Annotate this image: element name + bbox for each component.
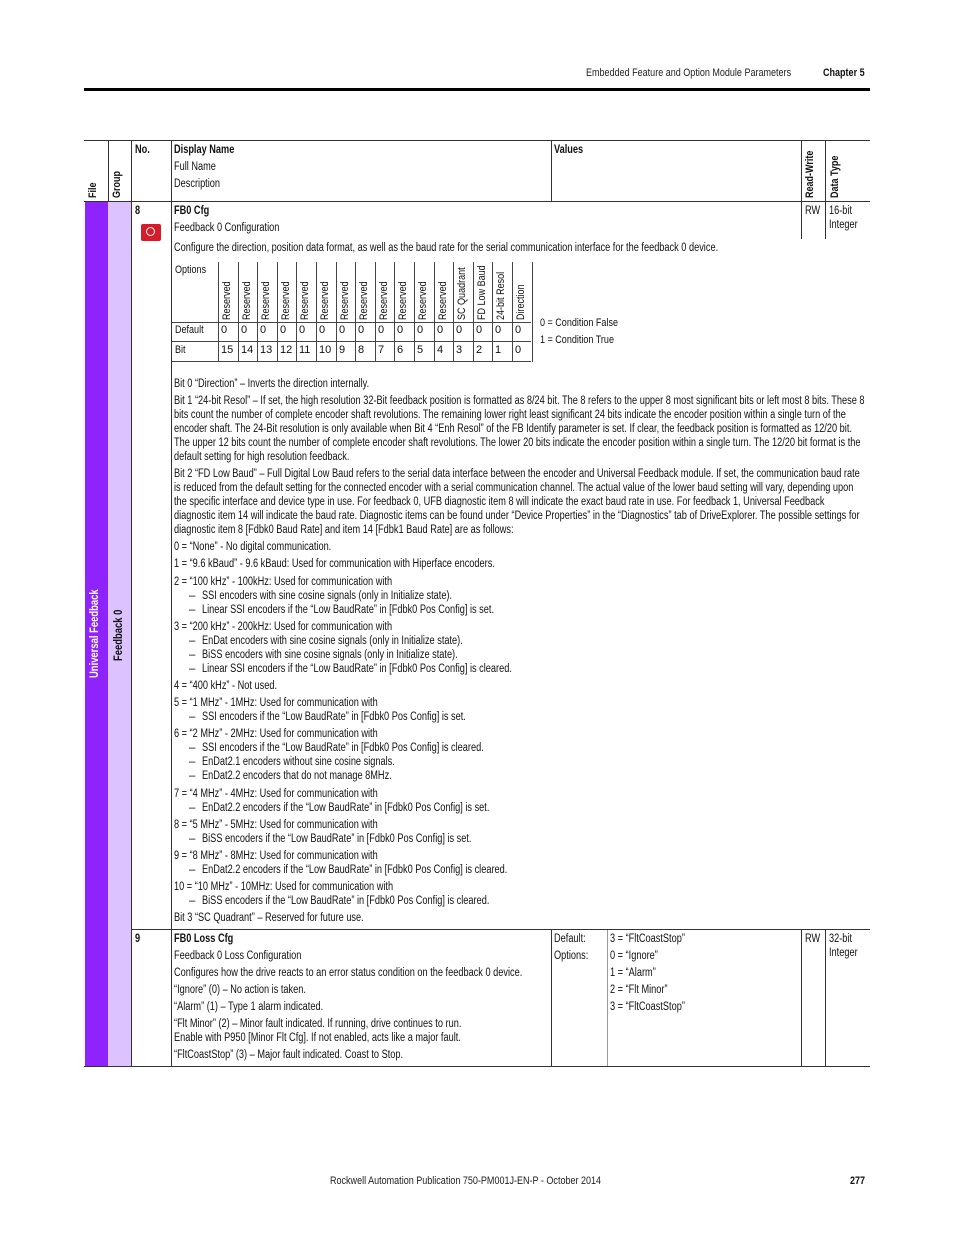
bit-number-cell: 12 xyxy=(280,344,293,356)
bit-name-label: Reserved xyxy=(241,281,253,320)
col-header-display-name: Display Name xyxy=(174,144,235,156)
bit-name-label: Reserved xyxy=(339,281,351,320)
row-divider xyxy=(131,929,870,930)
col-divider-name-head xyxy=(551,140,552,202)
option-value: 1 = “Alarm” xyxy=(610,967,656,979)
baud-rate-entry: 6 = “2 MHz” - 2MHz: Used for communication with xyxy=(174,728,378,740)
baud-rate-entry: 8 = “5 MHz” - 5MHz: Used for communication with xyxy=(174,819,378,831)
default-value-cell: 0 xyxy=(515,324,522,336)
bit-number-cell: 10 xyxy=(319,344,332,356)
bit-name-label: Reserved xyxy=(299,281,311,320)
grid-column-line xyxy=(336,262,337,362)
condition-true-note: 1 = Condition True xyxy=(540,334,614,346)
bit-name-label: SC Quadrant xyxy=(456,267,468,320)
group-label: Feedback 0 xyxy=(113,609,125,661)
col-divider-values-p9b xyxy=(801,930,802,1066)
bit-name-label: 24-bit Resol xyxy=(495,271,507,320)
baud-rate-entry: 7 = “4 MHz” - 4MHz: Used for communication with xyxy=(174,788,378,800)
bit-name-label: Reserved xyxy=(260,281,272,320)
col-divider-values-head xyxy=(801,140,802,239)
bit-name-label: Reserved xyxy=(378,281,390,320)
bit-row-label: Bit xyxy=(175,344,186,356)
bit-number-cell: 9 xyxy=(339,344,346,356)
footer-publication: Rockwell Automation Publication 750-PM001J-EN-P - October 2014 xyxy=(330,1175,602,1187)
red-circle-icon xyxy=(141,224,161,241)
file-band xyxy=(85,202,108,1066)
default-value-cell: 0 xyxy=(417,324,424,336)
param-data-type-line1: 32-bit xyxy=(829,933,853,945)
param-data-type-line2: Integer xyxy=(829,947,858,959)
bit2-description: Bit 2 “FD Low Baud” – Full Digital Low Baud refers to the serial data interface between the encoder and Universal Feedback module. If set, the communication baud rate is reduced from the default setting for the connected encoder with a serial communication channel. The actual value of the lower baud setting will vary, depending upon the specific interface and device type in use. For feedback 0, UFB diagnostic item 8 will indicate the exact baud rate in use. For feedback 1, Universal Feedback diagnostic item 14 will indicate the baud rate. Diagnostic items can be found under “Device Properties” in the “Diagnostics” tab of DriveExplorer. The possible settings for diagnostic item 8 [Fdbk0 Baud Rate] and item 14 [Fdbk1 Baud Rate] are as follows: xyxy=(174,468,860,536)
options-label: Options: xyxy=(554,950,589,962)
grid-column-line xyxy=(453,262,454,362)
header-rule xyxy=(84,88,870,91)
default-value-cell: 0 xyxy=(358,324,365,336)
default-value-cell: 0 xyxy=(241,324,248,336)
bit-name-label: Reserved xyxy=(358,281,370,320)
param-description: Configures how the drive reacts to an error status condition on the feedback 0 device. xyxy=(174,967,523,979)
option-alarm-description: “Alarm” (1) – Type 1 alarm indicated. xyxy=(174,1001,324,1013)
table-top-border xyxy=(84,140,870,141)
param-data-type-line1: 16-bit xyxy=(829,205,853,217)
bit-name-label: FD Low Baud xyxy=(476,265,488,320)
col-divider-rw-head xyxy=(825,140,826,239)
option-flt-coast-stop-description: “FltCoastStop” (3) – Major fault indicated. Coast to Stop. xyxy=(174,1049,404,1061)
col-divider-group xyxy=(131,140,132,1066)
default-value-cell: 0 xyxy=(437,324,444,336)
grid-column-line xyxy=(375,262,376,362)
baud-rate-entry: 10 = “10 MHz” - 10MHz: Used for communication with xyxy=(174,881,394,893)
options-label: Options xyxy=(175,264,207,276)
grid-column-line xyxy=(257,262,258,362)
grid-column-line xyxy=(296,262,297,362)
param-description: Configure the direction, position data format, as well as the baud rate for the serial communication interface for the feedback 0 device. xyxy=(174,242,719,254)
bit-number-cell: 8 xyxy=(358,344,365,356)
page-number: 277 xyxy=(850,1175,866,1187)
col-header-description: Description xyxy=(174,178,221,190)
bit-name-label: Reserved xyxy=(280,281,292,320)
default-value-cell: 0 xyxy=(280,324,287,336)
default-value: 3 = “FltCoastStop” xyxy=(610,933,685,945)
default-label: Default: xyxy=(554,933,586,945)
col-header-data-type: Data Type xyxy=(829,155,841,198)
baud-rate-entry: 9 = “8 MHz” - 8MHz: Used for communication with xyxy=(174,850,378,862)
baud-rate-entry: 3 = “200 kHz” - 200kHz: Used for communication with xyxy=(174,621,393,633)
option-value: 2 = “Flt Minor” xyxy=(610,984,668,996)
param-number: 8 xyxy=(135,205,141,217)
option-value: 3 = “FltCoastStop” xyxy=(610,1001,685,1013)
bit-number-cell: 7 xyxy=(378,344,385,356)
grid-line xyxy=(172,322,531,323)
bit-number-cell: 1 xyxy=(495,344,502,356)
bit-number-cell: 14 xyxy=(241,344,254,356)
grid-column-line xyxy=(238,262,239,362)
grid-column-line xyxy=(218,262,219,362)
col-header-file: File xyxy=(87,182,99,198)
grid-column-line xyxy=(414,262,415,362)
default-value-cell: 0 xyxy=(221,324,228,336)
col-divider-no xyxy=(171,140,172,1066)
bit-number-cell: 2 xyxy=(476,344,483,356)
default-value-cell: 0 xyxy=(476,324,483,336)
param-full-name: Feedback 0 Configuration xyxy=(174,222,280,234)
col-header-full-name: Full Name xyxy=(174,161,216,173)
bit-name-label: Reserved xyxy=(319,281,331,320)
col-divider-values-p9 xyxy=(607,930,608,1066)
grid-column-line xyxy=(473,262,474,362)
grid-column-line xyxy=(532,262,533,362)
running-header-section: Embedded Feature and Option Module Parameters xyxy=(586,67,792,79)
table-head-border xyxy=(84,201,870,202)
bit-number-cell: 6 xyxy=(397,344,404,356)
grid-column-line xyxy=(394,262,395,362)
grid-column-line xyxy=(434,262,435,362)
param-data-type-line2: Integer xyxy=(829,219,858,231)
col-header-values: Values xyxy=(554,144,584,156)
bit-name-label: Reserved xyxy=(397,281,409,320)
bit-number-cell: 0 xyxy=(515,344,522,356)
condition-false-note: 0 = Condition False xyxy=(540,317,618,329)
baud-rate-entry: 0 = “None” - No digital communication. xyxy=(174,541,332,553)
bit3-description: Bit 3 “SC Quadrant” – Reserved for future use. xyxy=(174,912,364,924)
param-display-name: FB0 Cfg xyxy=(174,205,210,217)
bit-number-cell: 15 xyxy=(221,344,234,356)
running-header-chapter: Chapter 5 xyxy=(823,67,865,79)
col-header-no: No. xyxy=(135,144,150,156)
param-display-name: FB0 Loss Cfg xyxy=(174,933,234,945)
grid-line xyxy=(172,341,531,342)
default-value-cell: 0 xyxy=(260,324,267,336)
bit-number-cell: 13 xyxy=(260,344,273,356)
option-ignore-description: “Ignore” (0) – No action is taken. xyxy=(174,984,306,996)
option-flt-minor-note: Enable with P950 [Minor Flt Cfg]. If not enabled, acts like a major fault. xyxy=(174,1032,461,1044)
default-value-cell: 0 xyxy=(456,324,463,336)
baud-rate-entry: 5 = “1 MHz” - 1MHz: Used for communication with xyxy=(174,697,378,709)
grid-column-line xyxy=(316,262,317,362)
default-value-cell: 0 xyxy=(319,324,326,336)
default-value-cell: 0 xyxy=(339,324,346,336)
bit-name-label: Reserved xyxy=(221,281,233,320)
table-bottom-border xyxy=(84,1066,870,1067)
default-value-cell: 0 xyxy=(495,324,502,336)
default-value-cell: 0 xyxy=(378,324,385,336)
bit-name-label: Reserved xyxy=(437,281,449,320)
param-full-name: Feedback 0 Loss Configuration xyxy=(174,950,302,962)
grid-column-line xyxy=(277,262,278,362)
bit0-description: Bit 0 “Direction” – Inverts the direction internally. xyxy=(174,378,370,390)
col-header-group: Group xyxy=(111,170,123,198)
col-divider-rw-p9 xyxy=(825,930,826,1066)
default-value-cell: 0 xyxy=(397,324,404,336)
bit1-description: Bit 1 “24-bit Resol” – If set, the high resolution 32-Bit feedback position is formatted as 8/24 bit. The 8 refers to the upper 8 most significant bits or left most 8 bits. These 8 bits count the number of complete encoder shaft revolutions. The remaining lower right least significant 24 bits indicate the encoder position within a single turn of the encoder shaft. The 24-Bit resolution is only available when Bit 4 “Enh Resol” of the FB Identify parameter is set. If clear, the feedback position is formatted as 12/20 bit. The upper 12 bits count the number of complete encoder shaft revolutions. The lower 20 bits indicate the encoder position within a single turn. The 12/20 bit format is the default setting for high resolution feedback. xyxy=(174,395,865,463)
bit-name-label: Reserved xyxy=(417,281,429,320)
baud-rate-entry: 1 = “9.6 kBaud” - 9.6 kBaud: Used for communication with Hiperface encoders. xyxy=(174,558,495,570)
default-value-cell: 0 xyxy=(299,324,306,336)
option-value: 0 = “Ignore” xyxy=(610,950,658,962)
param-read-write: RW xyxy=(805,205,821,217)
file-label: Universal Feedback xyxy=(89,589,101,678)
bit-number-cell: 4 xyxy=(437,344,444,356)
baud-rate-entry: 2 = “100 kHz” - 100kHz: Used for communication with xyxy=(174,576,393,588)
grid-column-line xyxy=(355,262,356,362)
param-number: 9 xyxy=(135,933,141,945)
col-divider-name-p9 xyxy=(551,930,552,1066)
col-header-read-write: Read-Write xyxy=(804,150,816,198)
group-band xyxy=(108,202,131,1066)
grid-column-line xyxy=(512,262,513,362)
grid-column-line xyxy=(492,262,493,362)
bit-number-cell: 11 xyxy=(299,344,311,356)
baud-rate-entry: 4 = “400 kHz” - Not used. xyxy=(174,680,278,692)
grid-line xyxy=(172,361,531,362)
default-row-label: Default xyxy=(175,324,204,336)
col-divider-file xyxy=(108,140,109,202)
param-read-write: RW xyxy=(805,933,821,945)
bit-number-cell: 3 xyxy=(456,344,463,356)
bit-number-cell: 5 xyxy=(417,344,424,356)
bit-name-label: Direction xyxy=(515,284,527,320)
option-flt-minor-description: “Flt Minor” (2) – Minor fault indicated. If running, drive continues to run. xyxy=(174,1018,462,1030)
